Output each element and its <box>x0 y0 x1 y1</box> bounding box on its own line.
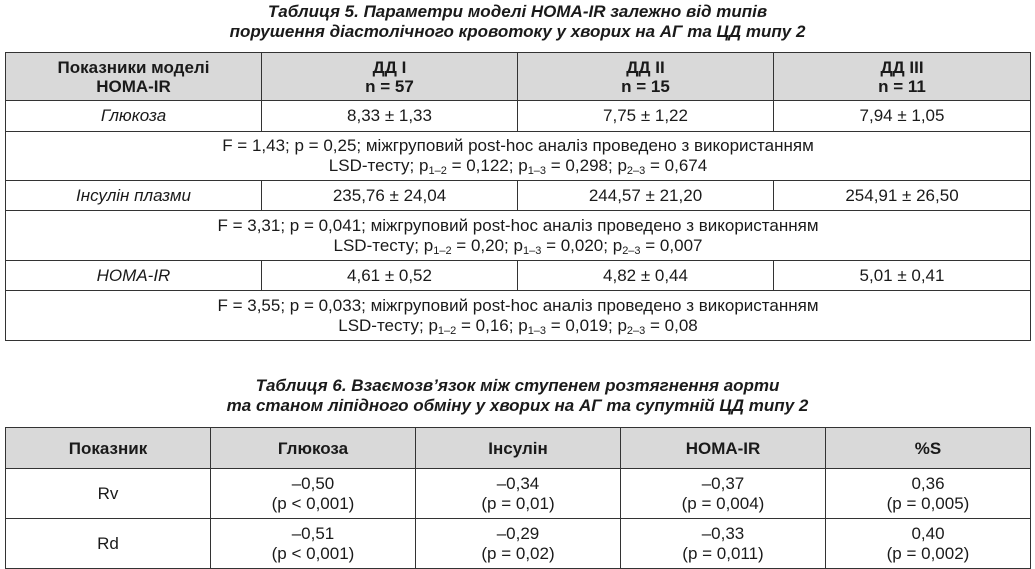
table-row <box>6 261 1031 291</box>
table-cell: –0,51 (p < 0,001) <box>211 519 416 569</box>
table6-caption <box>0 376 1035 416</box>
stats-note-insulin: F = 3,31; p = 0,041; міжгруповий post-hoc аналіз проведено з використанням LSD-тесту; $p_{1-2} = 0,20$; $p_{1-3} = 0,020$; $p_{2-3} = 0,007$ <box>6 211 1031 261</box>
stats-note-homa-ir: F = 3,55; p = 0,033; міжгруповий post-hoc аналіз проведено з використанням LSD-тесту; $p_{1-2} = 0,16$; $p_{1-3} = 0,019$; $p_{2-3} = 0,08$ <box>6 291 1031 341</box>
row-label-insulin: Інсулін плазми <box>6 181 262 211</box>
row-label-homa-ir: HOMA-IR <box>6 261 262 291</box>
stats-note-row <box>6 291 1031 341</box>
row-label-glucose: Глюкоза <box>6 101 262 132</box>
table5-header-dd3: ДД III n = 11 <box>774 53 1031 101</box>
row-label-rd: Rd <box>6 519 211 569</box>
table6-header-insulin: Інсулін <box>416 428 621 469</box>
table5-header-dd2: ДД II n = 15 <box>518 53 774 101</box>
table-row <box>6 181 1031 211</box>
table5-header-dd1: ДД I n = 57 <box>262 53 518 101</box>
table-cell: 0,40 (p = 0,002) <box>826 519 1031 569</box>
row-label-rv: Rv <box>6 469 211 519</box>
stats-note-row <box>6 211 1031 261</box>
table-cell: –0,34 (p = 0,01) <box>416 469 621 519</box>
table6 <box>5 427 1031 569</box>
table-cell: –0,33 (p = 0,011) <box>621 519 826 569</box>
stats-note-row <box>6 132 1031 181</box>
table-cell: 8,33 ± 1,33 <box>262 101 518 132</box>
table-cell: 4,61 ± 0,52 <box>262 261 518 291</box>
table-cell: 7,94 ± 1,05 <box>774 101 1031 132</box>
table-cell: 4,82 ± 0,44 <box>518 261 774 291</box>
table5-caption-line2: порушення діастолічного кровотоку у хворих на АГ та ЦД типу 2 <box>229 22 806 41</box>
table6-header-row <box>6 428 1031 469</box>
table5-caption-line1: Таблиця 5. Параметри моделі HOMA-IR залежно від типів <box>267 2 768 21</box>
table-cell: –0,50 (p < 0,001) <box>211 469 416 519</box>
table6-caption-line2: та станом ліпідного обміну у хворих на АГ та супутній ЦД типу 2 <box>226 396 809 415</box>
table6-header-glucose: Глюкоза <box>211 428 416 469</box>
table5 <box>5 52 1031 341</box>
table5-header-indicator: Показники моделі HOMA-IR <box>6 53 262 101</box>
table-row <box>6 469 1031 519</box>
table-cell: 235,76 ± 24,04 <box>262 181 518 211</box>
stats-note-glucose: F = 1,43; p = 0,25; міжгруповий post-hoc аналіз проведено з використанням LSD-тесту; $p_{1-2} = 0,122$; $p_{1-3} = 0,298$; $p_{2-3} = 0,674$ <box>6 132 1031 181</box>
table5-caption <box>0 2 1035 42</box>
table-cell: –0,37 (p = 0,004) <box>621 469 826 519</box>
table6-header-percent-s: %S <box>826 428 1031 469</box>
table5-header-row <box>6 53 1031 101</box>
table-cell: 7,75 ± 1,22 <box>518 101 774 132</box>
table6-header-homa-ir: HOMA-IR <box>621 428 826 469</box>
table-row <box>6 101 1031 132</box>
table-cell: 0,36 (p = 0,005) <box>826 469 1031 519</box>
table-cell: 5,01 ± 0,41 <box>774 261 1031 291</box>
table-cell: 244,57 ± 21,20 <box>518 181 774 211</box>
table6-header-indicator: Показник <box>6 428 211 469</box>
table-row <box>6 519 1031 569</box>
table-cell: 254,91 ± 26,50 <box>774 181 1031 211</box>
table-cell: –0,29 (p = 0,02) <box>416 519 621 569</box>
table6-caption-line1: Таблиця 6. Взаємозв’язок між ступенем розтягнення аорти <box>255 376 780 395</box>
